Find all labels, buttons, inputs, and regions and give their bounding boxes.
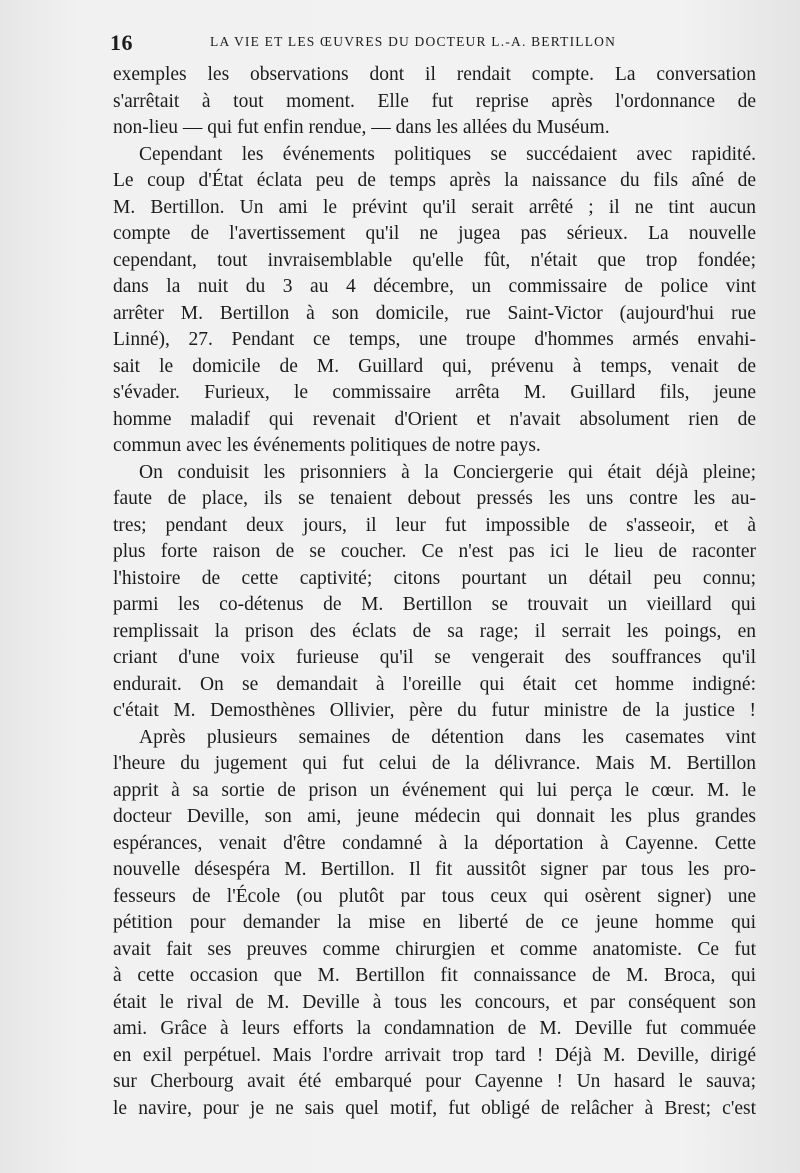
- text-line: s'évader. Furieux, le commissaire arrêta M. Guillard fils, jeune: [113, 382, 756, 403]
- text-line: exemples les observations dont il rendait compte. La conversation: [113, 64, 756, 85]
- text-line: l'heure du jugement qui fut celui de la délivrance. Mais M. Bertillon: [113, 753, 756, 774]
- text-line: l'histoire de cette captivité; citons pourtant un détail peu connu;: [113, 567, 756, 589]
- text-line: parmi les co-détenus de M. Bertillon se trouvait un vieillard qui: [113, 594, 756, 615]
- text-line: nouvelle désespéra M. Bertillon. Il fit aussitôt signer par tous les pro-: [113, 859, 756, 880]
- running-head: [110, 30, 670, 54]
- running-title: LA VIE ET LES ŒUVRES DU DOCTEUR L.-A. BERTILLON: [210, 34, 617, 49]
- paragraph-first-line: Cependant les événements politiques se succédaient avec rapidité.: [139, 143, 756, 165]
- text-line: homme maladif qui revenait d'Orient et n'avait absolument rien de: [113, 408, 756, 430]
- text-line: sur Cherbourg avait été embarqué pour Cayenne ! Un hasard le sauva;: [113, 1071, 756, 1092]
- text-line: en exil perpétuel. Mais l'ordre arrivait trop tard ! Déjà M. Deville, dirigé: [113, 1044, 756, 1066]
- text-line: s'arrêtait à tout moment. Elle fut reprise après l'ordonnance de: [113, 90, 756, 112]
- text-line: endurait. On se demandait à l'oreille qui était cet homme indigné:: [113, 673, 756, 695]
- text-line: le navire, pour je ne sais quel motif, fut obligé de relâcher à Brest; c'est: [113, 1097, 756, 1119]
- text-line: dans la nuit du 3 au 4 décembre, un commissaire de police vint: [113, 276, 756, 297]
- text-line: apprit à sa sortie de prison un événement qui lui perça le cœur. M. le: [113, 779, 756, 801]
- body-text: [113, 62, 756, 1122]
- text-line: compte de l'avertissement qu'il ne jugea pas sérieux. La nouvelle: [113, 223, 756, 244]
- paragraph-first-line: Après plusieurs semaines de détention dans les casemates vint: [139, 726, 756, 748]
- text-line: criant d'une voix furieuse qu'il se vengerait des souffrances qu'il: [113, 647, 756, 668]
- text-line: était le rival de M. Deville à tous les concours, et par conséquent son: [113, 991, 756, 1013]
- text-line: espérances, venait d'être condamné à la déportation à Cayenne. Cette: [113, 832, 756, 854]
- text-line: docteur Deville, son ami, jeune médecin qui donnait les plus grandes: [113, 806, 756, 827]
- text-line: fesseurs de l'École (ou plutôt par tous ceux qui osèrent signer) une: [113, 885, 756, 907]
- text-line: arrêter M. Bertillon à son domicile, rue Saint-Victor (aujourd'hui rue: [113, 302, 756, 324]
- text-line: à cette occasion que M. Bertillon fit connaissance de M. Broca, qui: [113, 965, 756, 986]
- text-line: avait fait ses preuves comme chirurgien et comme anatomiste. Ce fut: [113, 938, 756, 960]
- page-number: 16: [110, 30, 133, 55]
- text-line: pétition pour demander la mise en liberté de ce jeune homme qui: [113, 912, 756, 933]
- text-line: sait le domicile de M. Guillard qui, prévenu à temps, venait de: [113, 355, 756, 377]
- paragraph-first-line: On conduisit les prisonniers à la Conciergerie qui était déjà pleine;: [139, 461, 756, 483]
- text-line: tres; pendant deux jours, il leur fut impossible de s'asseoir, et à: [113, 514, 756, 536]
- text-line: commun avec les événements politiques de notre pays.: [113, 435, 541, 456]
- text-line: faute de place, ils se tenaient debout pressés les uns contre les au-: [113, 488, 756, 509]
- text-line: Linné), 27. Pendant ce temps, une troupe d'hommes armés envahi-: [113, 329, 756, 350]
- text-line: Le coup d'État éclata peu de temps après la naissance du fils aîné de: [113, 170, 756, 191]
- text-line: ami. Grâce à leurs efforts la condamnation de M. Deville fut commuée: [113, 1018, 756, 1039]
- text-line: M. Bertillon. Un ami le prévint qu'il serait arrêté ; il ne tint aucun: [113, 196, 756, 218]
- text-line: non-lieu — qui fut enfin rendue, — dans les allées du Muséum.: [113, 117, 610, 138]
- text-line: plus forte raison de se coucher. Ce n'est pas ici le lieu de raconter: [113, 541, 756, 562]
- text-line: c'était M. Demosthènes Ollivier, père du futur ministre de la justice !: [113, 700, 756, 721]
- text-line: remplissait la prison des éclats de sa rage; il serrait les poings, en: [113, 620, 756, 642]
- text-line: cependant, tout invraisemblable qu'elle fût, n'était que trop fondée;: [113, 249, 756, 271]
